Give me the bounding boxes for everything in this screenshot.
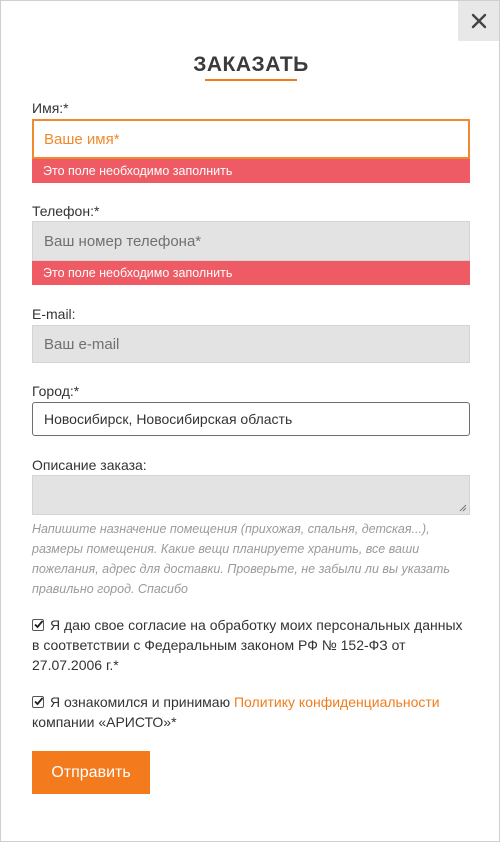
description-hint: Напишите назначение помещения (прихожая, спальня, детская...), размеры помещения. Какие вещи планируете хранить, все ваши пожелания, адрес для доставки. Проверьте, не забыли ли вы указать правильно город. Спасибо [32, 522, 450, 596]
privacy-policy-link[interactable]: Политику конфиденциальности [233, 694, 440, 710]
policy-row [32, 692, 472, 732]
consent-checkbox[interactable] [32, 619, 44, 631]
consent-text: Я даю свое согласие на обработку моих персональных данных в соответствии с Федеральным законом РФ № 152-ФЗ от 27.07.2006 г.* [32, 617, 463, 673]
close-button[interactable] [458, 1, 499, 41]
submit-button[interactable]: Отправить [32, 751, 150, 794]
resize-grip-icon[interactable] [459, 504, 467, 512]
modal-title: ЗАКАЗАТЬ [193, 53, 309, 81]
email-label: E-mail: [32, 306, 76, 322]
policy-checkbox[interactable] [32, 696, 44, 708]
phone-label: Телефон:* [32, 203, 100, 219]
name-label: Имя:* [32, 100, 69, 116]
description-textarea[interactable] [32, 475, 470, 515]
title-underline [205, 79, 297, 81]
title-wrap [1, 53, 500, 81]
city-label: Город:* [32, 383, 80, 399]
policy-text-before: Я ознакомился и принимаю [50, 694, 231, 710]
city-value: Новосибирск, Новосибирская область [44, 411, 293, 427]
name-input[interactable] [32, 119, 470, 159]
close-icon [471, 13, 487, 29]
name-error: Это поле необходимо заполнить [32, 159, 470, 183]
checkmark-icon [33, 619, 44, 630]
policy-text-after: компании «АРИСТО»* [32, 714, 177, 730]
checkmark-icon [33, 696, 44, 707]
phone-input[interactable] [32, 221, 470, 261]
phone-placeholder: Ваш номер телефона* [44, 232, 202, 250]
city-input[interactable] [32, 402, 470, 436]
email-placeholder: Ваш e-mail [44, 335, 120, 353]
consent-row [32, 615, 472, 675]
email-input[interactable] [32, 325, 470, 363]
phone-error: Это поле необходимо заполнить [32, 261, 470, 285]
description-label: Описание заказа: [32, 457, 147, 473]
name-placeholder: Ваше имя* [44, 130, 120, 148]
